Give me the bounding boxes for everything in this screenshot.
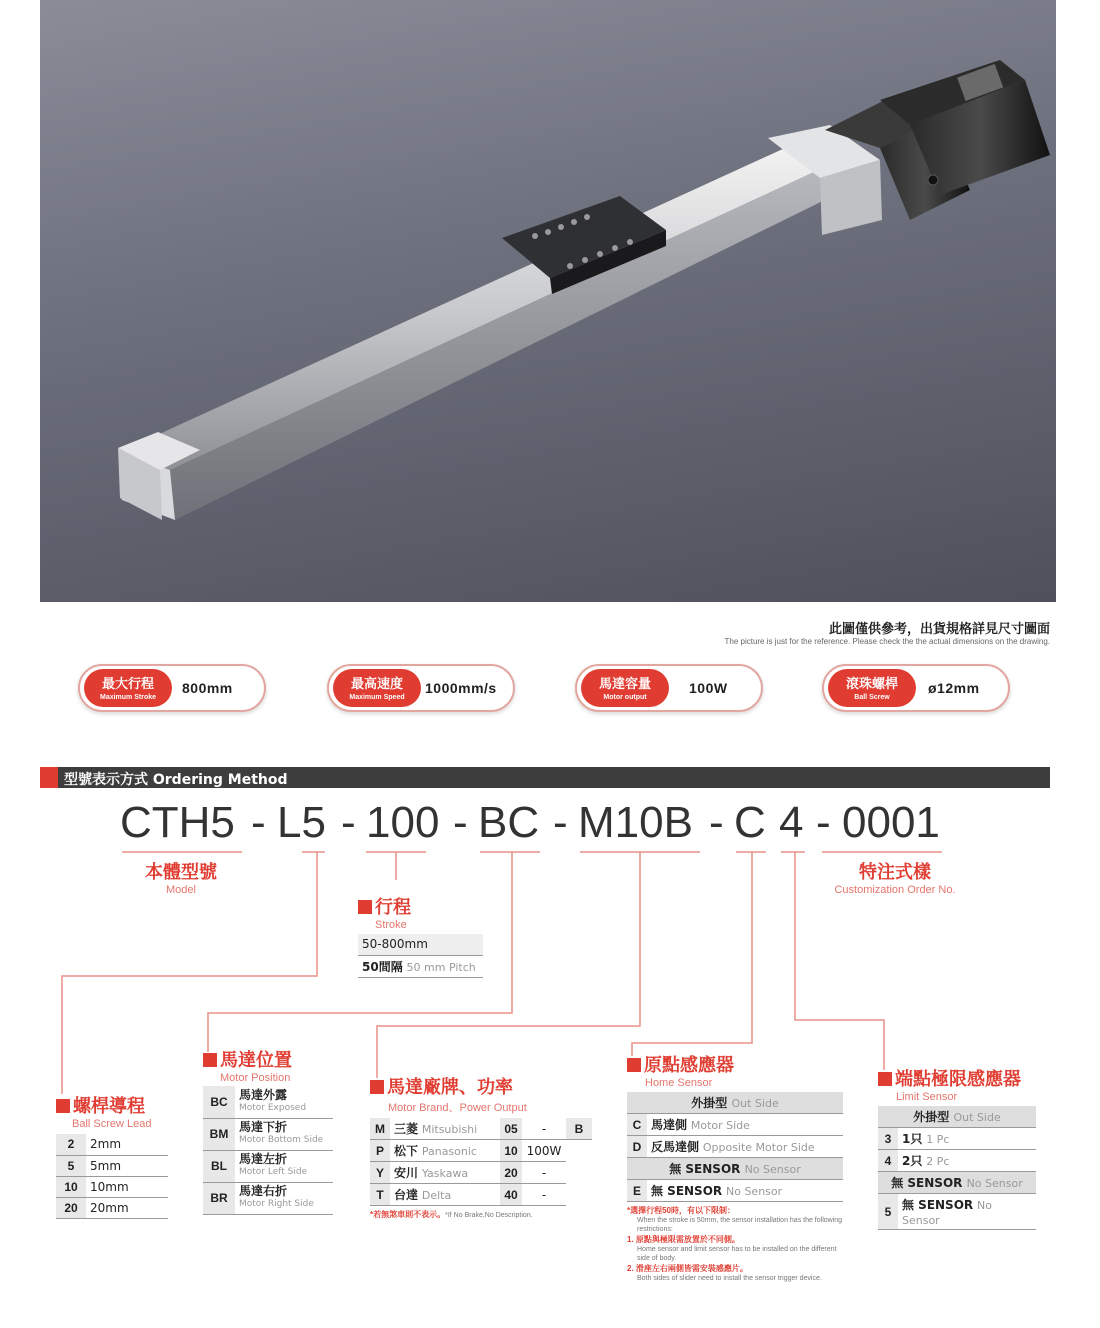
table-row: E 無 SENSOR No Sensor	[627, 1180, 843, 1202]
table-row: BR 馬達右折 Motor Right Side	[203, 1182, 333, 1214]
lead-subtitle: Ball Screw Lead	[72, 1118, 152, 1130]
home-sensor-title: 原點感應器	[644, 1055, 734, 1076]
stroke-section	[358, 893, 483, 978]
table-row: BM 馬達下折 Motor Bottom Side	[203, 1118, 333, 1150]
lead-table	[56, 1134, 168, 1219]
code-dash: -	[341, 798, 356, 847]
code-l5: L5	[277, 798, 326, 847]
spec-label-en: Maximum Speed	[349, 694, 405, 701]
spec-value: ø12mm	[928, 680, 980, 696]
motor-brand-title: 馬達廠牌、功率	[387, 1077, 513, 1098]
code-m10b: M10B	[578, 798, 693, 847]
code-100: 100	[366, 798, 440, 847]
spec-label: 馬達容量	[598, 677, 651, 692]
spec-label-en: Ball Screw	[854, 694, 890, 701]
stroke-subtitle: Stroke	[375, 919, 407, 931]
lead-title: 螺桿導程	[73, 1096, 145, 1117]
table-row: C 馬達側 Motor Side	[627, 1114, 843, 1136]
accent-square	[627, 1058, 641, 1072]
table-row: 10 10mm	[56, 1176, 168, 1197]
accent-square	[56, 1099, 70, 1113]
code-dash: -	[816, 798, 831, 847]
code-dash: -	[553, 798, 568, 847]
spec-value: 100W	[689, 680, 728, 696]
table-row: 5 無 SENSOR No Sensor	[878, 1194, 1036, 1230]
accent-square	[878, 1072, 892, 1086]
table-row: 2 2mm	[56, 1134, 168, 1155]
code-0001: 0001	[842, 798, 940, 847]
code-dash: -	[251, 798, 266, 847]
stroke-pitch: 50間隔 50 mm Pitch	[358, 955, 483, 977]
table-row: BC 馬達外露 Motor Exposed	[203, 1086, 333, 1118]
home-sensor-subtitle: Home Sensor	[645, 1077, 713, 1089]
spec-label-en: Maximum Stroke	[99, 694, 157, 701]
code-bc: BC	[478, 798, 540, 847]
code-dash: -	[709, 798, 724, 847]
home-sensor-notes: *選擇行程50時，有以下限制： When the stroke is 50mm, the sensor installation has the following restrictions: 1. 原點與極限需放置於不同側。 Home sensor and limit sensor has to be installed on the different side of body. 2. 滑座左右兩側皆需安裝感應片。 Both sides of slider need to install the sensor trigger device.	[627, 1206, 843, 1282]
limit-sensor-table: 外掛型 Out Side 3 1只 1 Pc 4 2只 2 Pc 無 SENSOR No Sensor 5 無 SENSOR No Sensor	[878, 1106, 1036, 1230]
table-row: M 三菱 Mitsubishi 05 - B	[370, 1118, 592, 1140]
stroke-range: 50-800mm	[358, 934, 483, 955]
limit-sensor-section	[878, 1065, 1036, 1230]
spec-value: 1000mm/s	[425, 680, 497, 696]
home-sensor-table: 外掛型 Out Side C 馬達側 Motor Side D 反馬達側 Opposite Motor Side 無 SENSOR No Sensor E 無 SENSOR No Sensor	[627, 1092, 843, 1202]
code-cth5: CTH5	[120, 798, 235, 847]
table-row: P 松下 Panasonic 10 100W	[370, 1140, 592, 1162]
table-row: BL 馬達左折 Motor Left Side	[203, 1150, 333, 1182]
stroke-title: 行程	[375, 897, 411, 918]
custom-subtitle: Customization Order No.	[834, 884, 956, 896]
table-row: D 反馬達側 Opposite Motor Side	[627, 1136, 843, 1158]
spec-value: 800mm	[182, 680, 233, 696]
motor-position-subtitle: Motor Position	[220, 1072, 291, 1084]
table-row: 3 1只 1 Pc	[878, 1128, 1036, 1150]
code-4: 4	[779, 798, 804, 847]
code-c: C	[734, 798, 766, 847]
table-row: T 台達 Delta 40 -	[370, 1184, 592, 1206]
accent-square	[370, 1080, 384, 1094]
table-row: 20 20mm	[56, 1197, 168, 1218]
motor-position-section	[203, 1046, 333, 1215]
spec-label: 最高速度	[350, 677, 403, 692]
photo-caption-en: The picture is just for the reference. Please check the the actual dimensions on the drawing.	[724, 637, 1050, 646]
spec-label: 最大行程	[101, 677, 154, 692]
lead-section	[56, 1092, 168, 1219]
motor-brand-subtitle: Motor Brand、Power Output	[388, 1102, 527, 1114]
photo-caption-zh: 此圖僅供參考，出貨規格詳見尺寸圖面	[828, 622, 1050, 637]
table-row: 4 2只 2 Pc	[878, 1150, 1036, 1172]
accent-square	[358, 900, 372, 914]
table-row: 5 5mm	[56, 1155, 168, 1176]
motor-brand-table	[370, 1118, 592, 1206]
model-label	[120, 858, 242, 896]
code-dash: -	[453, 798, 468, 847]
home-sensor-section	[627, 1051, 843, 1283]
accent-square	[203, 1053, 217, 1067]
spec-label: 滾珠螺桿	[845, 677, 898, 692]
model-subtitle: Model	[166, 884, 196, 896]
spec-label-en: Motor output	[603, 694, 647, 701]
stroke-table	[358, 934, 483, 978]
motor-position-table	[203, 1086, 333, 1215]
limit-sensor-title: 端點極限感應器	[895, 1069, 1021, 1090]
ordering-title: 型號表示方式 Ordering Method	[64, 772, 288, 788]
brand-note: *若無煞車則不表示。*If No Brake,No Description.	[370, 1210, 533, 1219]
motor-position-title: 馬達位置	[220, 1050, 292, 1071]
custom-title: 特注式樣	[859, 862, 931, 883]
motor-brand-section	[370, 1073, 592, 1220]
custom-label	[820, 858, 970, 896]
model-title: 本體型號	[145, 862, 217, 883]
limit-sensor-subtitle: Limit Sensor	[896, 1091, 958, 1103]
table-row: Y 安川 Yaskawa 20 -	[370, 1162, 592, 1184]
